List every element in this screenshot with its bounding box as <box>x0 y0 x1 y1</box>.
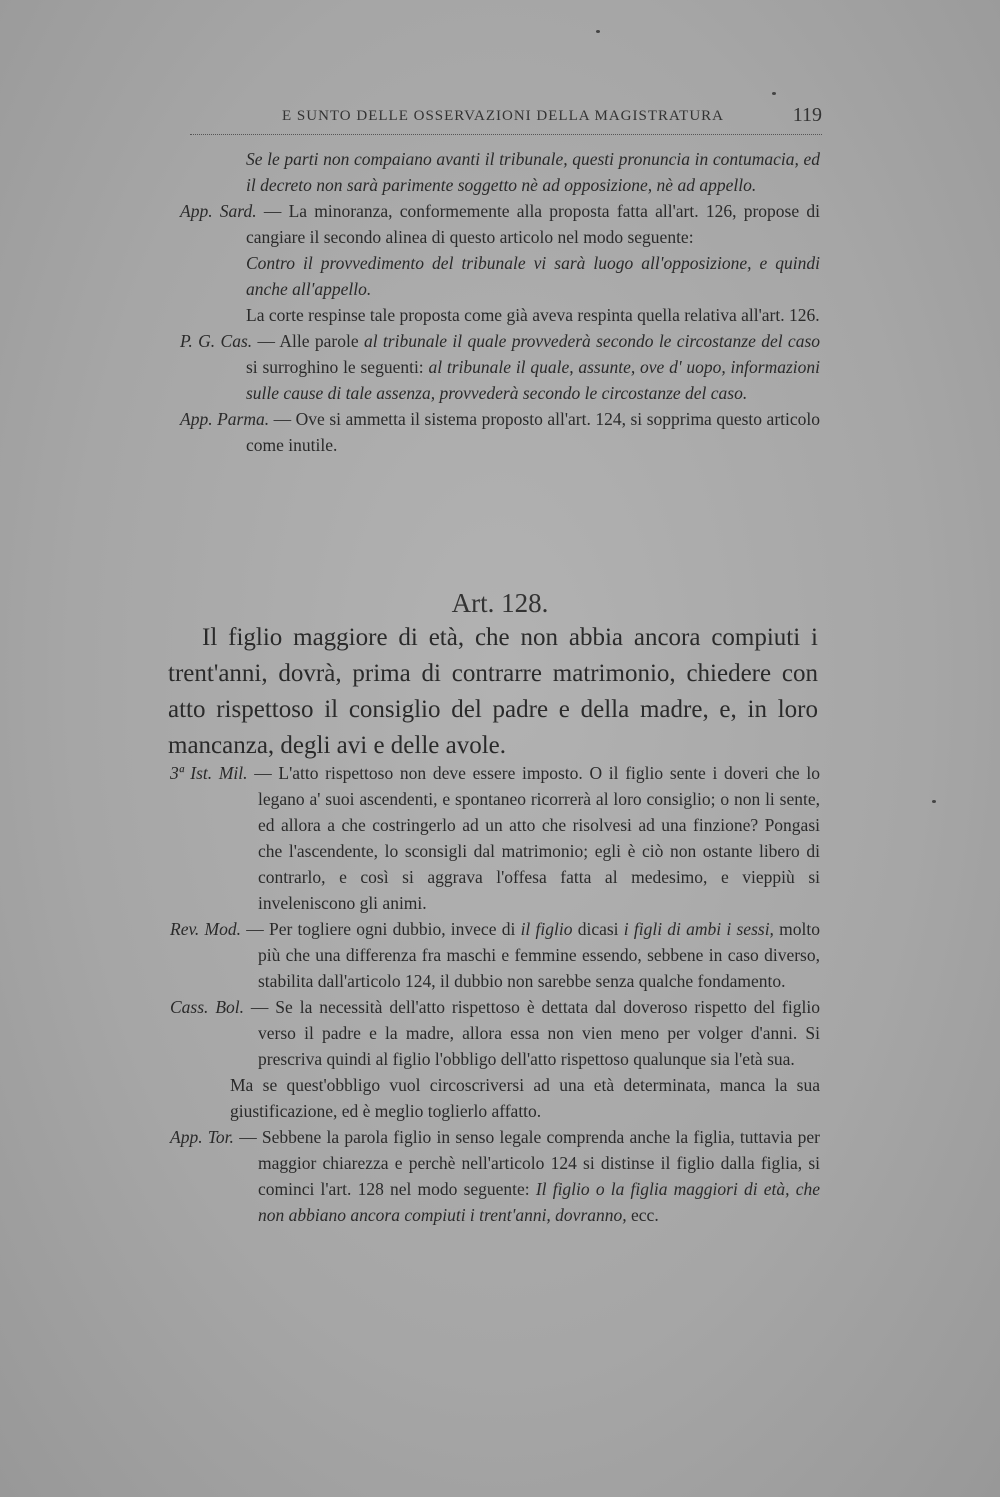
paragraph-text: — Alle parole <box>257 331 364 351</box>
top-section <box>180 146 820 458</box>
paragraph-italic-1: Se le parti non compaiano avanti il tribunale, questi pronuncia in contumacia, ed il decreto non sarà parimente soggetto nè ad opposizione, nè ad appello. <box>246 149 820 195</box>
note-rev-mod <box>170 916 820 994</box>
note-text: ecc. <box>626 1205 659 1225</box>
paragraph-italic-2: Contro il provvedimento del tribunale vi sarà luogo all'opposizione, e quindi anche all'appello. <box>246 253 820 299</box>
italic-phrase: il figlio <box>520 919 573 939</box>
paragraph-text: — La minoranza, conformemente alla proposta fatta all'art. 126, propose di cangiare il secondo alinea di questo articolo nel modo seguente: <box>246 201 820 247</box>
article-heading: Art. 128. <box>451 588 549 618</box>
source-label: Rev. Mod. <box>170 919 241 939</box>
running-header <box>190 100 822 135</box>
paragraph-text: — Ove si ammetta il sistema proposto all'art. 124, si sopprima questo articolo come inutile. <box>246 409 821 455</box>
paragraph-corte: La corte respinse tale proposta come già aveva respinta quella relativa all'art. 126. <box>246 305 820 325</box>
running-title: E SUNTO DELLE OSSERVAZIONI DELLA MAGISTRATURA <box>282 108 724 124</box>
source-label: 3ª Ist. Mil. <box>170 763 248 783</box>
paragraph-app-parma <box>180 406 820 458</box>
note-app-tor <box>170 1124 820 1228</box>
note-text: — Per togliere ogni dubbio, invece di <box>246 919 521 939</box>
source-label: P. G. Cas. <box>180 331 253 351</box>
italic-phrase: al tribunale il quale, assunte, ove d' uopo, informazioni sulle cause di tale assenza, provvederà secondo le circostanze del caso. <box>246 357 820 403</box>
italic-phrase: al tribunale il quale provvederà secondo le circostanze del caso <box>363 331 821 351</box>
paragraph-text: si surroghino le seguenti: <box>246 357 429 377</box>
note-cass-bol-continued: Ma se quest'obbligo vuol circoscriversi ad una età determinata, manca la sua giustificazione, ed è meglio toglierlo affatto. <box>230 1075 820 1121</box>
dust-speck <box>772 92 776 95</box>
article-text <box>168 620 818 764</box>
dust-speck <box>932 800 936 803</box>
paragraph-pg-cas <box>180 328 820 406</box>
note-text: — Sebbene la parola figlio in senso legale comprenda anche la figlia, tuttavia per maggior chiarezza e perchè nell'articolo 124 si distinse il figlio dalla figlia, si cominci l'art. 128 nel modo seguente: <box>239 1127 821 1199</box>
note-ist-mil <box>170 760 820 916</box>
page-number: 119 <box>792 104 822 126</box>
dust-speck <box>596 30 600 33</box>
paragraph-app-sard <box>180 198 820 250</box>
note-text: — L'atto rispettoso non deve essere imposto. O il figlio sente i doveri che lo legano a' suoi ascendenti, e spontaneo ricorrerà al loro consiglio; o non li sente, ed allora a che costringerlo ad un atto che risolvesi ad una finzione? Pongasi che l'ascendente, lo sconsigli dal matrimonio; egli è ciò non ostante libero di contrarlo, e così si aggrava l'offesa fatta al medesimo, e vieppiù si inveleniscono gli animi. <box>254 763 820 913</box>
italic-phrase: Il figlio o la figlia maggiori di età, che non abbiano ancora compiuti i trent'anni, dovranno, <box>258 1179 820 1225</box>
note-cass-bol <box>170 994 820 1072</box>
article-body: Il figlio maggiore di età, che non abbia ancora compiuti i trent'anni, dovrà, prima di contrarre matrimonio, chiedere con atto rispettoso il consiglio del padre e della madre, e, in loro mancanza, degli avi e delle avole. <box>168 624 818 759</box>
note-text: — Se la necessità dell'atto rispettoso è dettata dal doveroso rispetto del figlio verso il padre e la madre, allora essa non vien meno per volger d'anni. Si prescriva quindi al figlio l'obbligo dell'atto rispettoso qualunque sia l'età sua. <box>250 997 820 1069</box>
italic-phrase: i figli di ambi i sessi, <box>623 919 774 939</box>
source-label: Cass. Bol. <box>170 997 244 1017</box>
source-label: App. Tor. <box>170 1127 234 1147</box>
source-label: App. Parma. <box>180 409 270 429</box>
source-label: App. Sard. <box>180 201 257 221</box>
notes-section <box>170 760 820 1228</box>
note-text: molto più che una differenza fra maschi e femmine essendo, sebbene in caso diverso, stabilita dall'articolo 124, il dubbio non sarebbe senza qualche fondamento. <box>258 919 821 991</box>
note-text: dicasi <box>572 919 624 939</box>
